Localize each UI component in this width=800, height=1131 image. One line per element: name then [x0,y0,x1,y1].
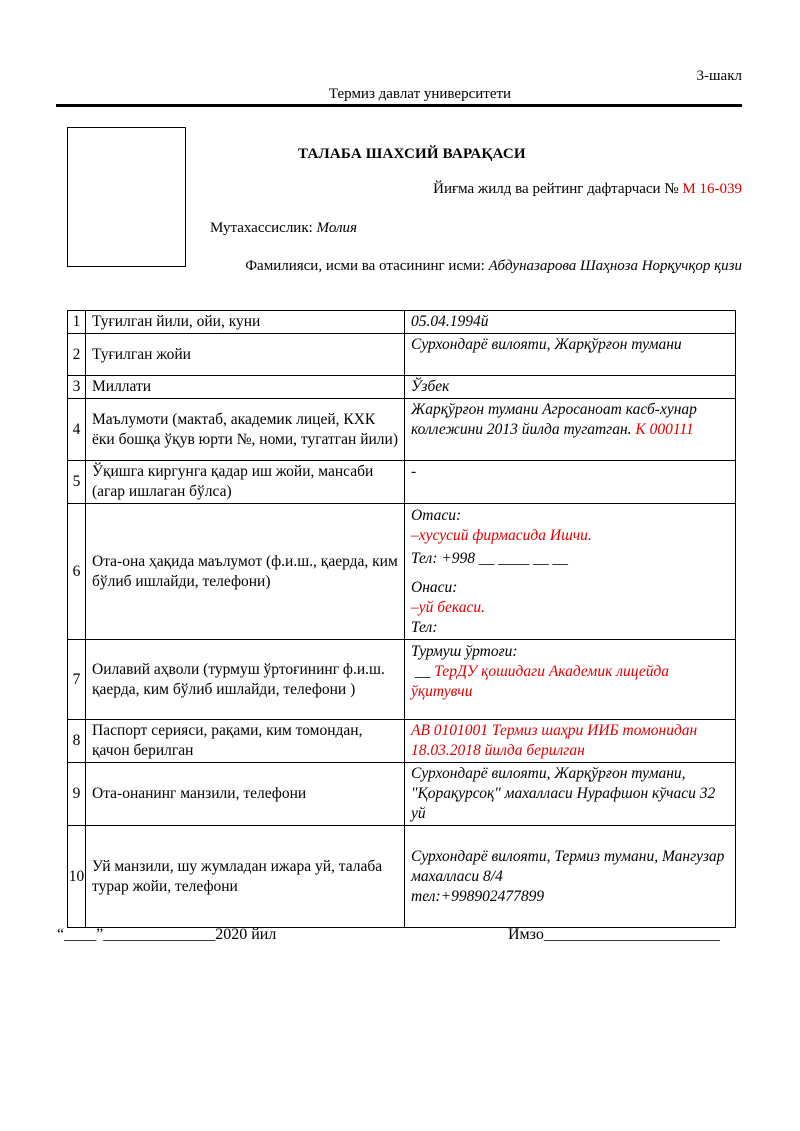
father-work: –хусусий фирмасида Ишчи. [411,527,592,544]
table-row [68,720,736,763]
table-row [68,334,736,376]
education-text: Жарқўрғон тумани Агросаноат касб-хунар коллежини 2013 йилда тугатган. [411,401,697,438]
home-phone: тел:+998902477899 [411,887,545,905]
father-phone: Тел: +998 __ ____ __ __ [411,550,569,567]
row-question: Ўқишга киргунга қадар иш жойи, мансаби (агар ишлаган бўлса) [86,461,405,504]
row-number: 10 [68,826,86,928]
form-number: 3-шакл [696,68,742,84]
row-number: 5 [68,461,86,504]
row-question: Миллати [86,376,405,399]
date-line: “____”______________2020 йил [57,926,277,943]
table-row [68,504,736,640]
specialty-line [210,220,357,237]
row-question: Туғилган йили, ойи, куни [86,311,405,334]
row-answer: АВ 0101001 Термиз шаҳри ИИБ томонидан 18.03.2018 йилда берилган [405,720,736,763]
row-question: Оилавий аҳволи (турмуш ўртоғининг ф.и.ш. қаерда, ким бўлиб ишлайди, телефони ) [86,640,405,720]
table-row [68,311,736,334]
table-row [68,376,736,399]
fullname-value: Абдуназарова Шаҳноза Норқучқор қизи [488,258,742,274]
row-number: 2 [68,334,86,376]
table-row [68,640,736,720]
fullname-label: Фамилияси, исми ва отасининг исми: [245,258,485,274]
row-answer [405,504,736,640]
row-answer [405,640,736,720]
specialty-label: Мутахассислик: [210,220,313,236]
row-answer: Сурхондарё вилояти, Жарқўрғон тумани [405,334,736,376]
row-question: Паспорт серияси, рақами, ким томондан, қачон берилган [86,720,405,763]
row-question: Туғилган жойи [86,334,405,376]
mother-label: Онаси: [411,579,458,596]
row-answer: - [405,461,736,504]
specialty-value: Молия [316,220,357,236]
record-book-label: Йиғма жилд ва рейтинг дафтарчаси № [433,181,679,197]
row-question: Ота-онанинг манзили, телефони [86,763,405,826]
spouse-label: Турмуш ўртоғи: [411,643,518,660]
mother-work: –уй бекаси. [411,599,486,616]
table-row [68,763,736,826]
home-address: Сурхондарё вилояти, Термиз тумани, Мангузар махалласи 8/4 [411,847,725,885]
signature-line: Имзо______________________ [508,926,720,943]
row-number: 3 [68,376,86,399]
header-divider [56,104,742,107]
row-question: Ота-она ҳақида маълумот (ф.и.ш., қаерда, ким бўлиб ишлайди, телефони) [86,504,405,640]
row-number: 7 [68,640,86,720]
father-label: Отаси: [411,507,462,524]
row-question: Маълумоти (мактаб, академик лицей, КХК ёки бошқа ўқув юрти №, номи, тугатган йили) [86,399,405,461]
table-row [68,826,736,928]
row-answer [405,826,736,928]
page-title: ТАЛАБА ШАХСИЙ ВАРАҚАСИ [298,146,526,162]
row-answer [405,399,736,461]
row-answer: 05.04.1994й [405,311,736,334]
fullname-line [245,258,742,275]
row-number: 9 [68,763,86,826]
row-question: Уй манзили, шу жумладан ижара уй, талаба турар жойи, телефони [86,826,405,928]
row-number: 6 [68,504,86,640]
table-row [68,399,736,461]
row-number: 8 [68,720,86,763]
table-row [68,461,736,504]
row-number: 1 [68,311,86,334]
diploma-number: К 000111 [635,421,694,438]
photo-placeholder [67,127,186,267]
spouse-work: ТерДУ қошидаги Академик лицейда ўқитувчи [411,663,670,700]
mother-phone: Тел: [411,619,438,636]
spouse-blank: __ [411,663,435,680]
record-book-line [433,181,742,198]
record-book-number: М 16-039 [682,181,742,197]
row-answer: Сурхондарё вилояти, Жарқўрғон тумани, "Қорақурсоқ" махалласи Нурафшон кўчаси 32 уй [405,763,736,826]
row-answer: Ўзбек [405,376,736,399]
row-number: 4 [68,399,86,461]
info-table [67,310,736,928]
university-name: Термиз давлат университети [328,86,512,102]
